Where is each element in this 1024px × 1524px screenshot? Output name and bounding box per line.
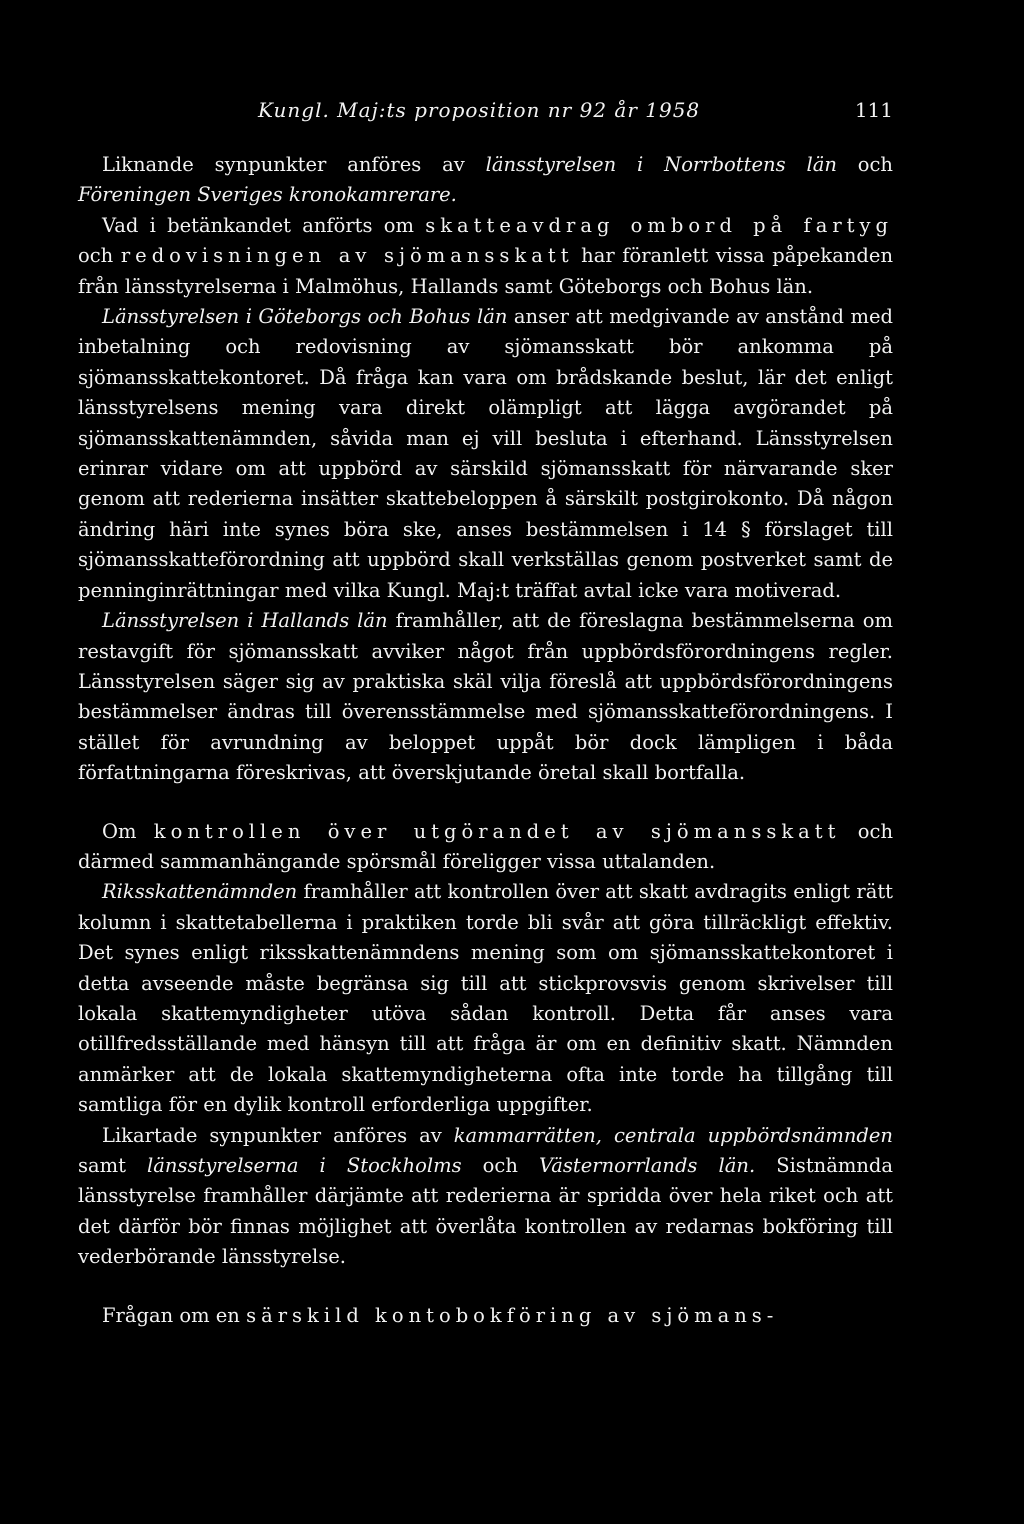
text: och därmed sammanhängande spörsmål föreligger vissa uttalanden. bbox=[78, 819, 893, 873]
emphasis: Föreningen Sveriges kronokamrerare. bbox=[78, 183, 457, 207]
paragraph-6 bbox=[78, 877, 893, 1120]
section-gap bbox=[78, 789, 893, 817]
text: och bbox=[836, 153, 893, 176]
text: Likartade synpunkter anföres av bbox=[102, 1123, 454, 1147]
emphasis: länsstyrelserna i Stockholms bbox=[147, 1154, 462, 1177]
spaced-emphasis: redovisningen av sjömansskatt bbox=[120, 244, 574, 268]
running-title: Kungl. Maj:ts proposition nr 92 år 1958 bbox=[258, 98, 701, 122]
paragraph-7 bbox=[78, 1121, 893, 1273]
paragraph-5 bbox=[78, 817, 893, 878]
text: Vad i betänkandet anförts om bbox=[102, 213, 426, 237]
spaced-emphasis: skatteavdrag ombord på fartyg bbox=[425, 213, 893, 237]
text: och bbox=[461, 1154, 539, 1177]
paragraph-1 bbox=[78, 150, 893, 211]
paragraph-3 bbox=[78, 302, 893, 606]
text: och bbox=[78, 244, 121, 268]
text: har föranlett vissa påpekanden från länsstyrelserna i Malmöhus, Hallands samt Göteborgs och Bohus län. bbox=[78, 244, 893, 298]
paragraph-4 bbox=[78, 606, 893, 788]
text: framhåller, att de föreslagna bestämmelserna om restavgift för sjömansskatt avviker något från uppbördsförordningens regler. Länsstyrelsen säger sig av praktiska skäl vilja föreslå att uppbördsförordningens bestämmelser ändras till överensstämmelse med sjömansskatteförordningens. I stället för avrundning av beloppet uppåt bör dock lämpligen i båda författningarna föreskrivas, att överskjutande öretal skall bortfalla. bbox=[78, 609, 893, 785]
text: Om bbox=[102, 819, 154, 843]
emphasis: Riksskattenämnden bbox=[102, 880, 298, 904]
emphasis: Länsstyrelsen i Hallands län bbox=[102, 609, 388, 633]
emphasis: Länsstyrelsen i Göteborgs och Bohus län bbox=[102, 305, 508, 329]
text: framhåller att kontrollen över att skatt avdragits enligt rätt kolumn i skattetabellerna i praktiken torde bli svår att göra tillräckligt effektiv. Det synes enligt riksskattenämndens mening som om sjömansskattekontoret i detta avseende måste begränsa sig till att stickprovsvis genom skrivelser till lokala skattemyndigheter utöva sådan kontroll. Detta får anses vara otillfredsställande med hänsyn till att fråga är om en definitiv skatt. Nämnden anmärker att de lokala skattemyndigheterna ofta inte torde ha tillgång till samtliga för en dylik kontroll erforderliga uppgifter. bbox=[78, 880, 893, 1117]
text: anser att medgivande av anstånd med inbetalning och redovisning av sjömansskatt bör ankomma på sjömansskattekontoret. Då fråga kan vara om brådskande beslut, lär det enligt länsstyrelsens mening vara direkt olämpligt att lägga avgörandet på sjömansskattenämnden, såvida man ej vill besluta i efterhand. Länsstyrelsen erinrar vidare om att uppbörd av särskild sjömansskatt för närvarande sker genom att rederierna insätter skattebeloppen å särskilt postgirokonto. Då någon ändring häri inte synes böra ske, anses bestämmelsen i 14 § förslaget till sjömansskatteförordning att uppbörd skall verkställas genom postverket samt de penninginrättningar med vilka Kungl. Maj:t träffat avtal icke vara motiverad. bbox=[78, 305, 893, 602]
spaced-emphasis: särskild kontobokföring av sjömans- bbox=[246, 1303, 779, 1327]
document-page bbox=[78, 98, 893, 1331]
emphasis: kammarrätten, centrala uppbördsnämnden bbox=[453, 1123, 893, 1147]
emphasis: länsstyrelsen i Norrbottens län bbox=[485, 153, 837, 176]
text: samt bbox=[78, 1154, 148, 1177]
page-header bbox=[78, 98, 893, 122]
paragraph-8 bbox=[78, 1301, 893, 1331]
section-gap bbox=[78, 1273, 893, 1301]
page-number: 111 bbox=[854, 98, 893, 122]
text: Frågan om en bbox=[102, 1303, 247, 1327]
spaced-emphasis: kontrollen över utgörandet av sjömansskatt bbox=[153, 819, 841, 843]
emphasis: Västernorrlands län. bbox=[538, 1154, 756, 1177]
paragraph-2 bbox=[78, 211, 893, 302]
text: Sistnämnda länsstyrelse framhåller därjämte att rederierna är spridda över hela riket och att det därför bör finnas möjlighet att överlåta kontrollen av redarnas bokföring till vederbörande länsstyrelse. bbox=[78, 1154, 893, 1269]
text: Liknande synpunkter anföres av bbox=[102, 153, 486, 176]
